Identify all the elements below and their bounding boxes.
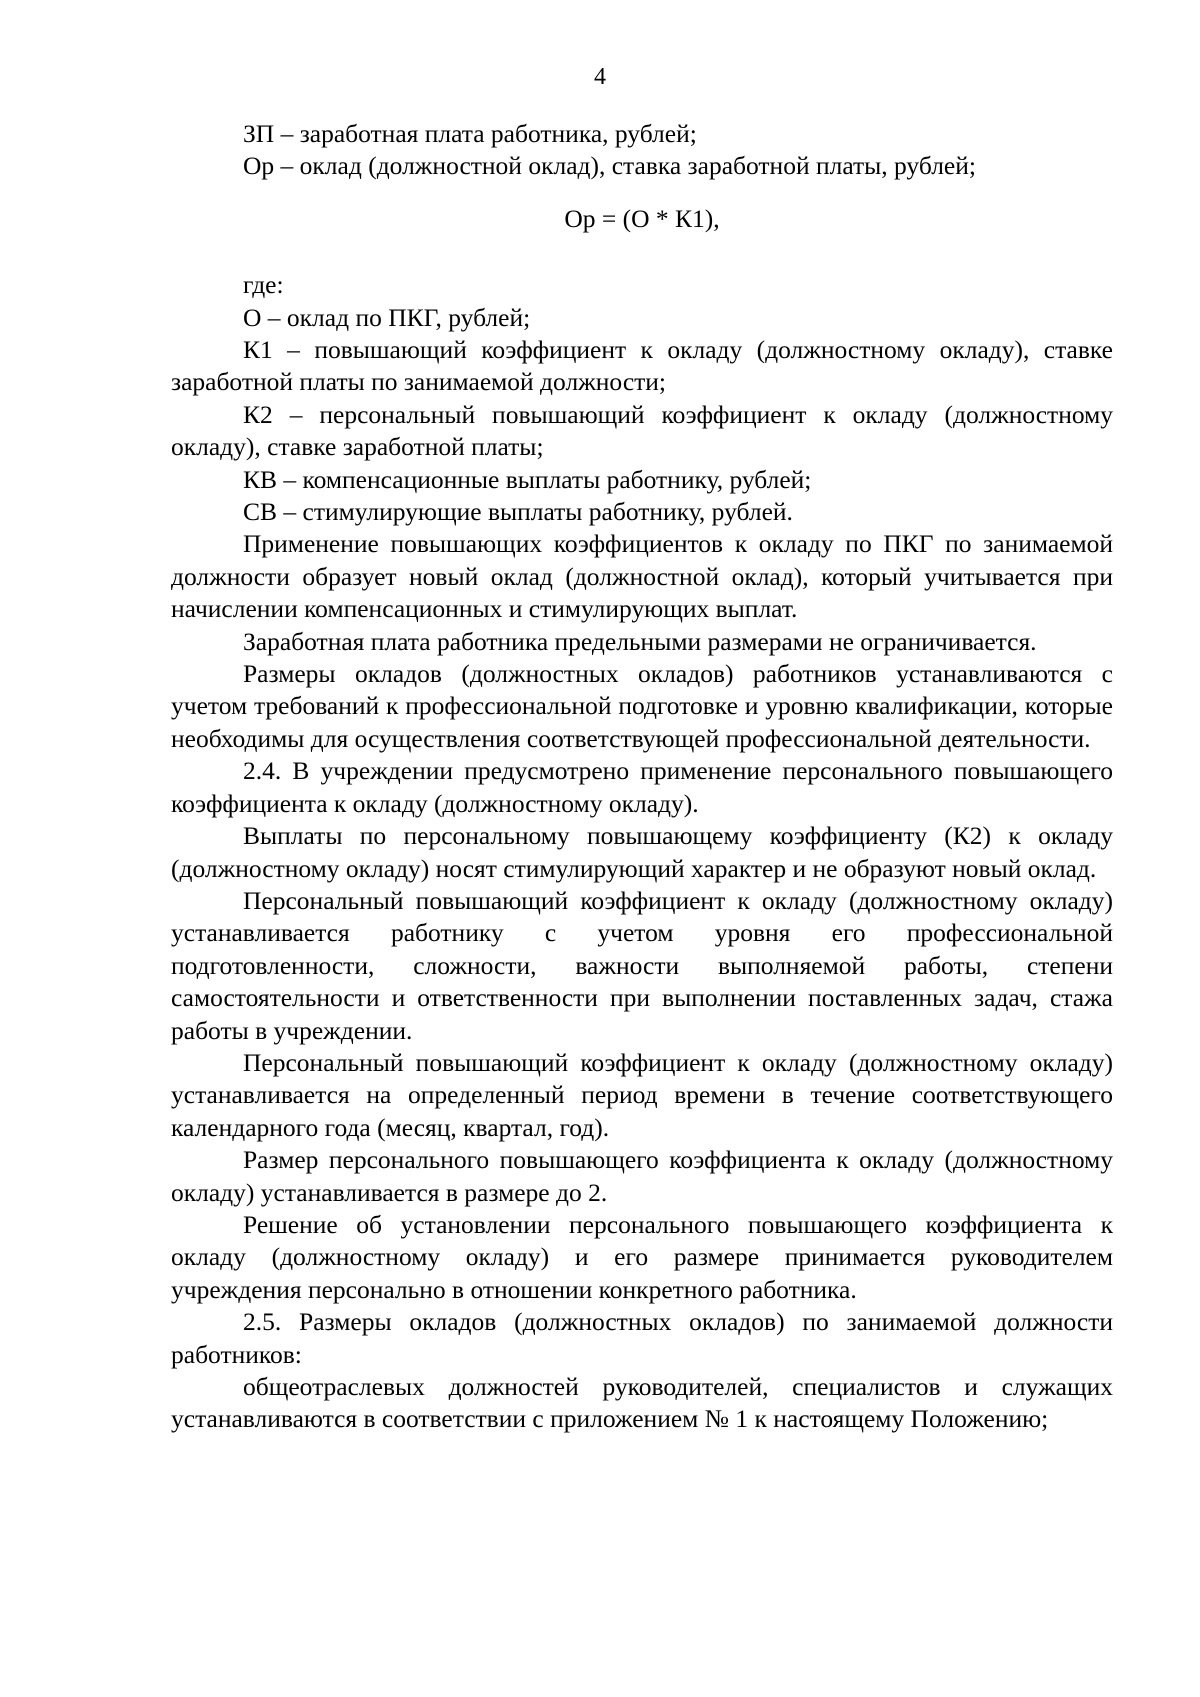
clause-2-5: 2.5. Размеры окладов (должностных окладов) по занимаемой должности работников: xyxy=(171,1307,1113,1369)
definition-o: О – оклад по ПКГ, рублей; xyxy=(243,302,531,332)
definition-zp: ЗП – заработная плата работника, рублей; xyxy=(243,119,697,148)
paragraph-coefficients: Применение повышающих коэффициентов к окладу по ПКГ по занимаемой должности образует новый оклад (должностной оклад), который учитывается при начислении компенсационных и стимулирующих выплат. xyxy=(171,529,1113,624)
paragraph-k2-criteria: Персональный повышающий коэффициент к окладу (должностному окладу) устанавливается работнику с учетом уровня его профессиональной подготовленности, сложности, важности выполняемой работы, степени самостоятельности и ответственности при выполнении поставленных задач, стажа работы в учреждении. xyxy=(171,885,1113,1045)
definition-kv: КВ – компенсационные выплаты работнику, рублей; xyxy=(243,464,812,494)
paragraph-k2-size: Размер персонального повышающего коэффициента к окладу (должностному окладу) устанавливается в размере до 2. xyxy=(171,1145,1113,1207)
definition-op: Ор – оклад (должностной оклад), ставка заработной платы, рублей; xyxy=(243,151,976,181)
definition-sv: СВ – стимулирующие выплаты работнику, рублей. xyxy=(243,497,793,527)
clause-2-4: 2.4. В учреждении предусмотрено применение персонального повышающего коэффициента к окладу (должностному окладу). xyxy=(171,756,1113,818)
page-number: 4 xyxy=(594,64,606,90)
paragraph-salary-limits: Заработная плата работника предельными размерами не ограничивается. xyxy=(243,626,1037,656)
definition-k2: К2 – персональный повышающий коэффициент к окладу (должностному окладу), ставке заработной платы; xyxy=(171,399,1113,462)
definition-k1: К1 – повышающий коэффициент к окладу (должностному окладу), ставке заработной платы по занимаемой должности; xyxy=(171,335,1113,397)
paragraph-k2-payments: Выплаты по персональному повышающему коэффициенту (К2) к окладу (должностному окладу) носят стимулирующий характер и не образуют новый оклад. xyxy=(171,821,1113,883)
paragraph-k2-period: Персональный повышающий коэффициент к окладу (должностному окладу) устанавливается на определенный период времени в течение соответствующего календарного года (месяц, квартал, год). xyxy=(171,1047,1113,1142)
paragraph-k2-decision: Решение об установлении персонального повышающего коэффициента к окладу (должностному окладу) и его размере принимается руководителем учреждения персонально в отношении конкретного работника. xyxy=(171,1209,1113,1304)
paragraph-general-positions: общеотраслевых должностей руководителей, специалистов и служащих устанавливаются в соответствии с приложением № 1 к настоящему Положению; xyxy=(171,1372,1113,1434)
paragraph-where: где: xyxy=(243,270,284,300)
paragraph-salary-sizes: Размеры окладов (должностных окладов) работников устанавливаются с учетом требований к профессиональной подготовке и уровню квалификации, которые необходимы для осуществления соответствующей профессиональной деятельности. xyxy=(171,659,1113,753)
formula: Ор = (О * К1), xyxy=(564,203,720,233)
document-body xyxy=(171,118,1113,1436)
